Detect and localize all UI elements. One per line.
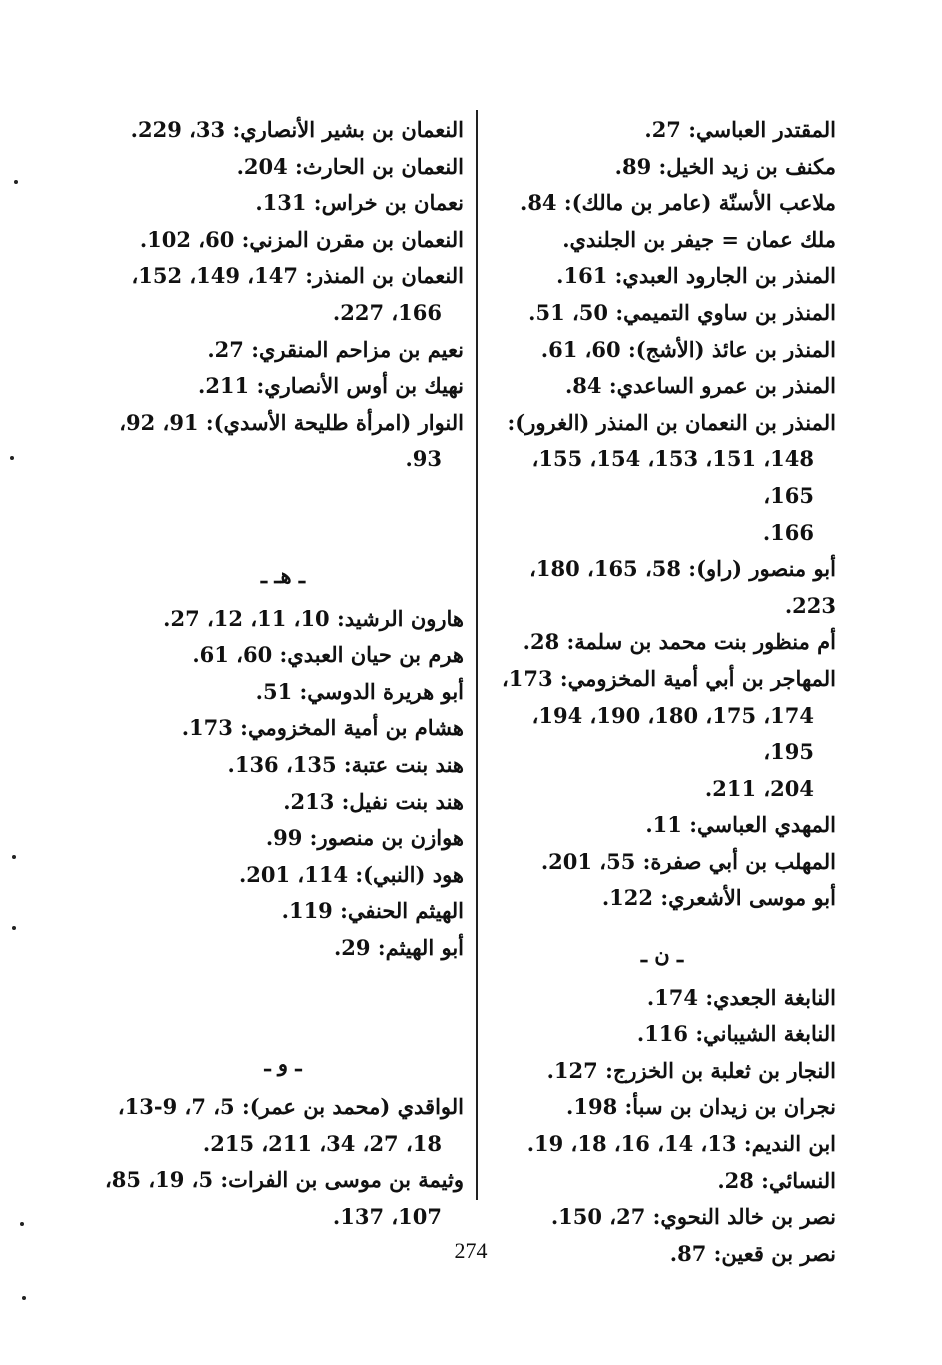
index-entry: الهيثم الحنفي: 119. (281, 898, 464, 924)
spacer (102, 478, 464, 538)
section-heading-ha: ـ هـ ـ (260, 562, 306, 588)
index-entry: نهيك بن أوس الأنصاري: 211. (198, 373, 464, 399)
index-entry: نعمان بن خراس: 131. (255, 190, 464, 216)
index-entry: الواقدي (محمد بن عمر): 5، 7، 9-13، (117, 1094, 464, 1120)
index-entry: النعمان بن مقرن المزني: 60، 102. (139, 226, 464, 252)
index-entry-continuation: 166. (762, 519, 814, 545)
scan-speck (20, 1222, 24, 1226)
index-entry: النوار (امرأة طليحة الأسدي): 91، 92، (119, 409, 464, 435)
index-entry: نجران بن زيدان بن سبأ: 198. (566, 1094, 836, 1120)
page-number: 274 (454, 1238, 488, 1263)
spacer (102, 966, 464, 1026)
section-heading-nun: ـ ن ـ (640, 942, 684, 968)
scan-speck (12, 855, 16, 859)
index-entry: وثيمة بن موسى بن الفرات: 5، 19، 85، (105, 1167, 464, 1193)
index-entry: النعمان بن المنذر: 147، 149، 152، (131, 263, 464, 289)
index-entry: هند بنت عتبة: 135، 136. (227, 751, 464, 777)
index-entry: النابغة الشيباني: 116. (636, 1021, 836, 1047)
index-entry: المنذر بن النعمان بن المنذر (الغرور): (507, 409, 836, 435)
index-entry: المهاجر بن أبي أمية المخزومي: 173، (501, 665, 836, 691)
section-heading-waw: ـ و ـ (264, 1051, 302, 1077)
index-entry: هند بنت نفيل: 213. (283, 788, 464, 814)
index-entry: هشام بن أمية المخزومي: 173. (181, 715, 464, 741)
column-divider (476, 110, 478, 1200)
index-entry-continuation: 204، 211. (704, 775, 814, 801)
scan-speck (12, 926, 16, 930)
index-entry: أبو موسى الأشعري: 122. (601, 885, 836, 911)
index-entry-continuation: 174، 175، 180، 190، 194، 195، (531, 702, 814, 765)
scan-speck (10, 456, 14, 460)
index-entry-continuation: 107، 137. (332, 1203, 442, 1229)
index-entry: مكنف بن زيد الخيل: 89. (614, 153, 836, 179)
index-column-right (488, 112, 836, 1272)
index-entry: النسائي: 28. (717, 1167, 836, 1193)
index-entry: نصر بن قعين: 87. (669, 1240, 836, 1266)
index-entry: هود (النبي): 114، 201. (238, 861, 464, 887)
index-entry: نعيم بن مزاحم المنقري: 27. (207, 336, 464, 362)
index-entry: النجار بن ثعلبة بن الخزرج: 127. (546, 1057, 836, 1083)
index-entry: ملك عمان = جيفر بن الجلندي. (562, 226, 836, 252)
index-entry: المهلب بن أبي صفرة: 55، 201. (540, 848, 836, 874)
index-entry: المنذر بن عائذ (الأشج): 60، 61. (540, 336, 836, 362)
index-entry: أبو هريرة الدوسي: 51. (255, 678, 464, 704)
index-entry: هوازن بن منصور: 99. (265, 825, 464, 851)
index-entry-continuation: 93. (405, 446, 442, 472)
index-entry-continuation: 166، 227. (332, 299, 442, 325)
scan-speck (14, 180, 18, 184)
index-entry: هرم بن حيان العبدي: 60، 61. (192, 642, 464, 668)
index-entry: ابن النديم: 13، 14، 16، 18، 19. (526, 1131, 836, 1157)
index-entry: النعمان بن بشير الأنصاري: 33، 229. (130, 117, 464, 142)
index-entry: المنذر بن الجارود العبدي: 161. (556, 263, 836, 289)
index-entry: أبو منصور (راو): 58، 165، 180، 223. (529, 556, 836, 618)
index-entry-continuation: 18، 27، 34، 211، 215. (202, 1130, 442, 1156)
index-entry-continuation: 148، 151، 153، 154، 155، 165، (531, 446, 814, 508)
index-entry: المنذر بن ساوي التميمي: 50، 51. (528, 299, 836, 325)
index-entry: ملاعب الأسنّة (عامر بن مالك): 84. (520, 190, 836, 216)
index-entry: أبو الهيثم: 29. (333, 934, 464, 960)
index-column-left (102, 112, 464, 1235)
scan-speck (22, 1296, 26, 1300)
index-entry: المنذر بن عمرو الساعدي: 84. (564, 373, 836, 399)
index-entry: النابغة الجعدي: 174. (646, 984, 836, 1010)
index-entry: المقتدر العباسي: 27. (644, 117, 836, 142)
index-entry: هارون الرشيد: 10، 11، 12، 27. (163, 605, 464, 631)
index-entry: المهدي العباسي: 11. (645, 812, 836, 838)
index-entry: نصر بن خالد النحوي: 27، 150. (550, 1204, 836, 1230)
index-entry: أم منظور بنت محمد بن سلمة: 28. (522, 629, 836, 655)
index-entry: النعمان بن الحارث: 204. (236, 153, 464, 179)
